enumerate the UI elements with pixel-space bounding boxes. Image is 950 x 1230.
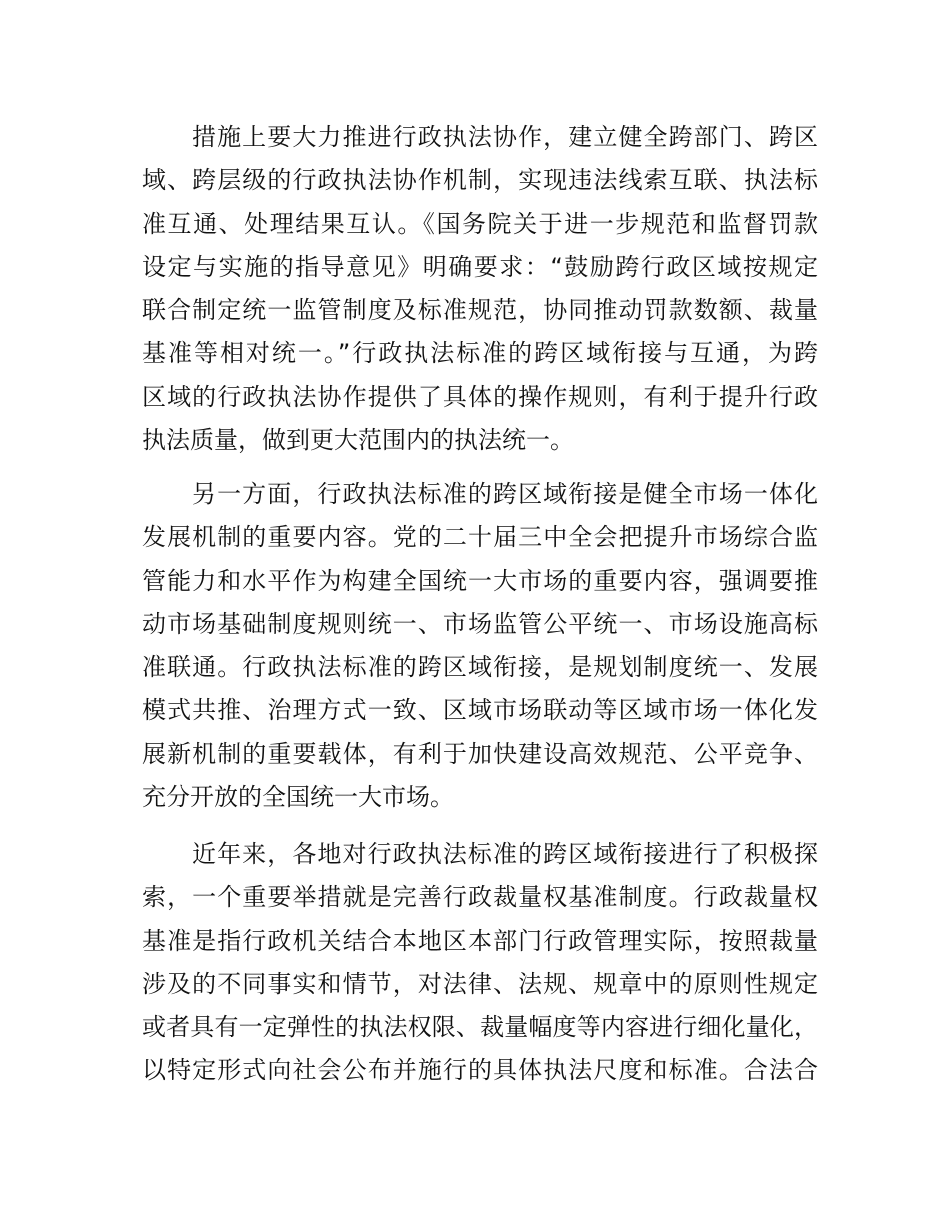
text-line: 执法质量，做到更大范围内的执法统一。 <box>142 426 574 455</box>
text-line: 准联通。行政执法标准的跨区域衔接，是规划制度统一、发展 <box>142 653 818 682</box>
paragraph-1 <box>142 116 818 462</box>
text-line: 基准是指行政机关结合本地区本部门行政管理实际，按照裁量 <box>142 926 818 955</box>
text-line: 设定与实施的指导意见》明确要求：“鼓励跨行政区域按规定 <box>142 252 818 281</box>
text-line: 充分开放的全国统一大市场。 <box>142 783 454 812</box>
text-line: 另一方面，行政执法标准的跨区域衔接是健全市场一体化 <box>192 480 818 508</box>
text-line: 域、跨层级的行政执法协作机制，实现违法线索互联、执法标 <box>142 166 818 195</box>
text-line: 索，一个重要举措就是完善行政裁量权基准制度。行政裁量权 <box>142 883 818 912</box>
text-line: 涉及的不同事实和情节，对法律、法规、规章中的原则性规定 <box>142 969 818 998</box>
text-line: 发展机制的重要内容。党的二十届三中全会把提升市场综合监 <box>142 523 818 552</box>
text-line: 准互通、处理结果互认。《国务院关于进一步规范和监督罚款 <box>142 209 818 238</box>
text-line: 或者具有一定弹性的执法权限、裁量幅度等内容进行细化量化， <box>142 1013 818 1042</box>
text-line: 措施上要大力推进行政执法协作，建立健全跨部门、跨区 <box>192 123 818 151</box>
text-line: 展新机制的重要载体，有利于加快建设高效规范、公平竞争、 <box>142 739 818 768</box>
text-line: 管能力和水平作为构建全国统一大市场的重要内容，强调要推 <box>142 566 818 595</box>
paragraph-2 <box>142 473 818 819</box>
text-line: 区域的行政执法协作提供了具体的操作规则，有利于提升行政 <box>142 382 818 411</box>
text-line: 近年来，各地对行政执法标准的跨区域衔接进行了积极探 <box>192 840 818 868</box>
text-line: 以特定形式向社会公布并施行的具体执法尺度和标准。合法合 <box>142 1056 818 1085</box>
text-line: 动市场基础制度规则统一、市场监管公平统一、市场设施高标 <box>142 609 818 638</box>
text-line: 基准等相对统一。”行政执法标准的跨区域衔接与互通，为跨 <box>142 339 818 368</box>
text-line: 联合制定统一监管制度及标准规范，协同推动罚款数额、裁量 <box>142 296 818 325</box>
paragraph-3 <box>142 833 818 1093</box>
text-line: 模式共推、治理方式一致、区域市场联动等区域市场一体化发 <box>142 696 818 725</box>
